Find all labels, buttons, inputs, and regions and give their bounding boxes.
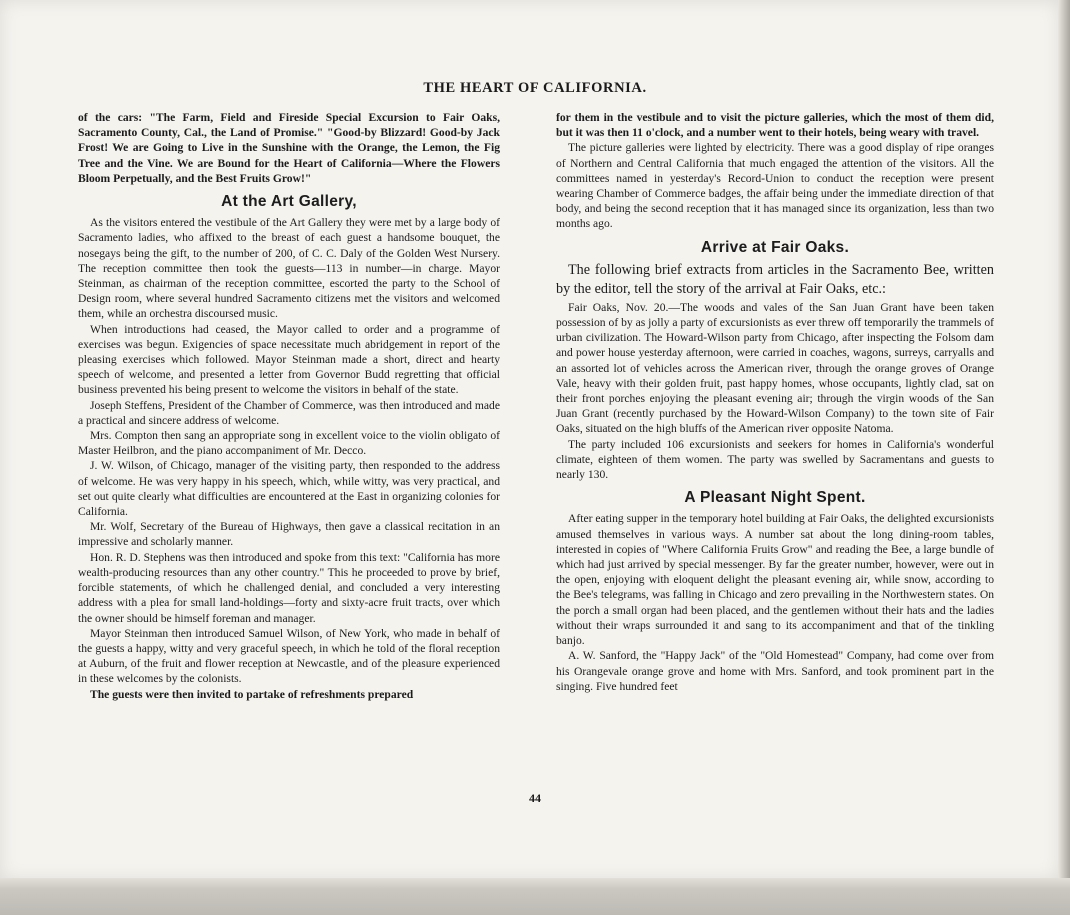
paragraph: The picture galleries were lighted by electricity. There was a good display of ripe oranges of Northern and Central California that much engaged the attention of the visitors. All the committees named in yesterday's Record-Union to conduct the reception were present wearing Chamber of Commerce badges, the affair being under the immediate direction of that body, and being the second reception that it has managed since its organization, less than two months ago. — [556, 141, 994, 231]
paragraph: When introductions had ceased, the Mayor called to order and a programme of exercises was begun. Exigencies of space necessitate much abridgement in report of the pleasing exercises which followed. Mayor Steinman made a short, direct and hearty speech of welcome, and presented a letter from Governor Budd regretting that official business prevented his being present to welcome the visitors in behalf of the state. — [78, 322, 500, 397]
right-column — [556, 110, 994, 694]
paragraph: Joseph Steffens, President of the Chamber of Commerce, was then introduced and made a practical and sincere address of welcome. — [78, 398, 500, 427]
section-heading-art-gallery: At the Art Gallery, — [221, 193, 357, 211]
right-intro: for them in the vestibule and to visit the picture galleries, which the most of them did, but it was then 11 o'clock, and a number went to their hotels, being weary with travel. — [556, 111, 994, 140]
paragraph: The guests were then invited to partake of refreshments prepared — [90, 687, 414, 701]
paragraph: J. W. Wilson, of Chicago, manager of the visiting party, then responded to the address of welcome. He was very happy in his speech, which, while witty, was very practical, and set out quite clearly what difficulties are encountered at the East in organizing colonies for California. — [78, 459, 500, 519]
paragraph: As the visitors entered the vestibule of the Art Gallery they were met by a large body of Sacramento ladies, who affixed to the breast of each guest a handsome bouquet, the nosegays being the gift, to the number of 200, of C. C. Daly of the Golden West Nursery. The reception committee then took the guests—113 in number—in charge. Mayor Steinman, as chairman of the reception committee, escorted the party to the School of Design room, where several hundred Sacramento citizens met the visitors and welcomed them, while an orchestra discoursed music. — [78, 216, 500, 321]
paragraph: After eating supper in the temporary hotel building at Fair Oaks, the delighted excursionists amused themselves in various ways. A number sat about the long dining-room tables, interested in copies of "Where California Fruits Grow" and reading the Bee, a large bundle of which had just arrived by special messenger. By far the greater number, however, were out in the open, enjoying with eloquent delight the pleasant evening air, while snow, according to the Bee's telegrams, was falling in Chicago and zero prevailing in the Northwestern states. On the porch a small organ had been placed, and the gentlemen without their hats and the ladies without their wraps surrounded it and sang to its accompaniment and that of the tinkling banjo. — [556, 512, 994, 648]
section-heading-pleasant-night: A Pleasant Night Spent. — [684, 489, 866, 507]
page-edge-bottom — [0, 878, 1070, 915]
page-edge-right — [1058, 0, 1070, 880]
paragraph: Mayor Steinman then introduced Samuel Wilson, of New York, who made in behalf of the guests a happy, witty and very graceful speech, in which he told of the floral reception at Auburn, of the fruit and flower reception at Newcastle, and of the pleasure experienced in these welcomes by the colonists. — [78, 626, 500, 686]
paragraph: Mrs. Compton then sang an appropriate song in excellent voice to the violin obligato of Master Heilbron, and the piano accompaniment of Mr. Decco. — [78, 429, 500, 458]
page-number: 44 — [529, 791, 541, 805]
lead-paragraph: The following brief extracts from articles in the Sacramento Bee, written by the editor, tell the story of the arrival at Fair Oaks, etc.: — [556, 261, 994, 298]
paragraph: A. W. Sanford, the "Happy Jack" of the "Old Homestead" Company, had come over from his Orangevale orange grove and home with Mrs. Sanford, and took prominent part in the singing. Five hundred feet — [556, 649, 994, 693]
section-heading-arrive-fair-oaks: Arrive at Fair Oaks. — [700, 238, 850, 256]
running-head: THE HEART OF CALIFORNIA. — [423, 80, 647, 96]
left-column — [78, 110, 500, 702]
paragraph: Fair Oaks, Nov. 20.—The woods and vales of the San Juan Grant have been taken possession of by as jolly a party of excursionists as ever threw off temporarily the trammels of urban civilization. The Howard-Wilson party from Chicago, after inspecting the Folsom dam and power house yesterday afternoon, were carried in coaches, wagons, surreys, carryalls and an assorted lot of vehicles across the American river, through the orange groves of Orange Vale, heavy with their golden fruit, past happy homes, whose occupants, lightly clad, sat on their front porches enjoying the pleasant evening air; through the virgin woods of the San Juan Grant (recently purchased by the Howard-Wilson Company) to the town site of Fair Oaks, situated on the high bluffs of the American river opposite Natoma. — [556, 300, 994, 436]
paragraph: Mr. Wolf, Secretary of the Bureau of Highways, then gave a classical recitation in an impressive and scholarly manner. — [78, 520, 500, 549]
left-intro: of the cars: "The Farm, Field and Fireside Special Excursion to Fair Oaks, Sacramento County, Cal., the Land of Promise." "Good-by Blizzard! Good-by Jack Frost! We are Going to Live in the Sunshine with the Orange, the Lemon, the Fig Tree and the Vine. We are Bound for the Heart of California—Where the Flowers Bloom Perpetually, and the Best Fruits Grow!" — [78, 111, 500, 185]
paragraph: The party included 106 excursionists and seekers for homes in California's wonderful climate, eighteen of them women. The party was swelled by Sacramentans and guests to nearly 130. — [556, 437, 994, 482]
paragraph: Hon. R. D. Stephens was then introduced and spoke from this text: "California has more wealth-producing resources than any other country." This he proceeded to prove by brief, forcible statements, of which he challenged denial, and concluded a very interesting address with a plea for small land-holdings—forty and sixty-acre fruit tracts, over which the owner should be himself foreman and manager. — [78, 550, 500, 625]
